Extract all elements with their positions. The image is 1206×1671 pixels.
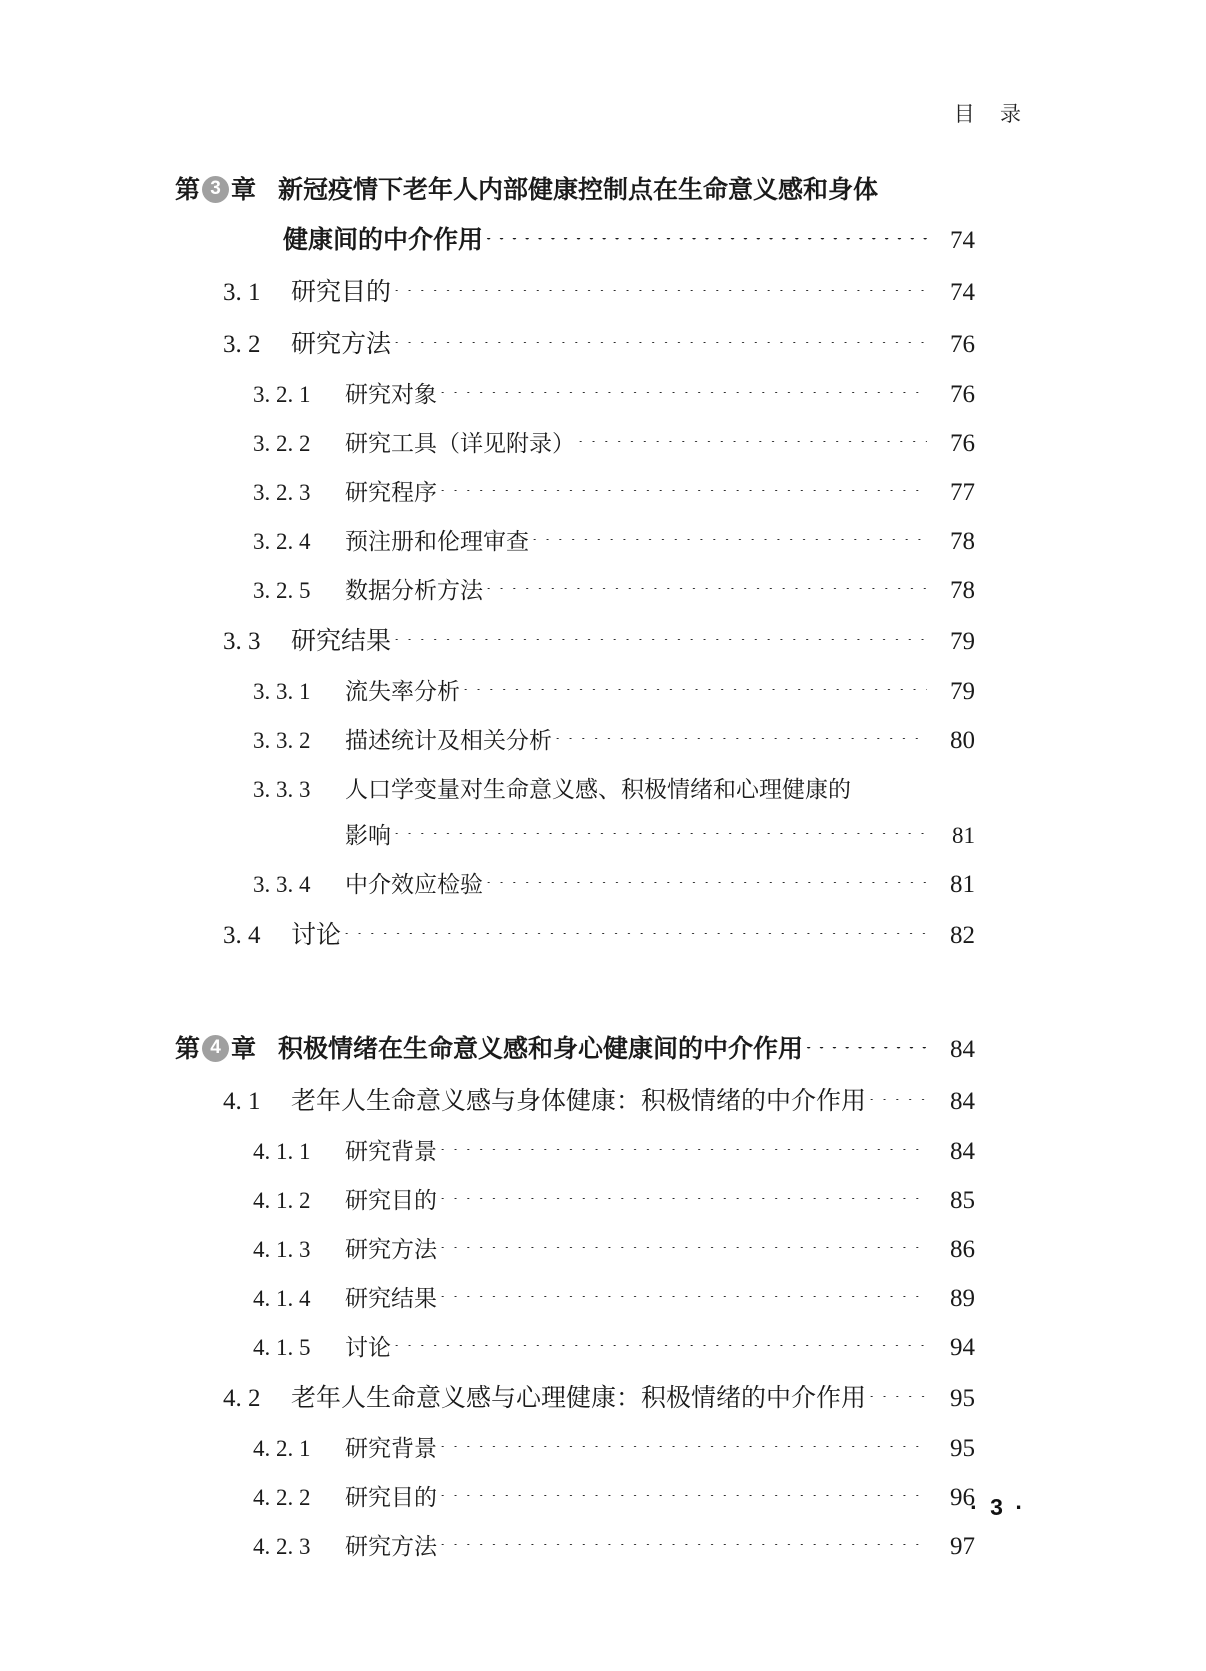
toc-entry[interactable] — [175, 1231, 975, 1264]
page-number: 81 — [952, 823, 975, 848]
chapter-prefix: 第 — [175, 176, 201, 204]
toc-entry[interactable] — [175, 621, 975, 657]
spacer — [175, 657, 975, 673]
leader-dots — [485, 238, 927, 245]
entry-title: 研究目的 — [345, 1485, 437, 1510]
toc-entry[interactable] — [175, 572, 975, 605]
page-number: 82 — [950, 922, 975, 949]
spacer — [175, 755, 975, 771]
leader-dots — [439, 1495, 927, 1502]
leader-dots — [439, 1544, 927, 1551]
spacer — [175, 1313, 975, 1329]
spacer — [175, 206, 975, 220]
toc-entry[interactable] — [175, 376, 975, 409]
entry-number: 3. 2. 3 — [253, 480, 311, 505]
page-number: 76 — [950, 381, 975, 408]
entry-number: 3. 2. 4 — [253, 529, 311, 554]
page-number: 85 — [950, 1187, 975, 1214]
spacer — [175, 1561, 975, 1577]
entry-title: 研究背景 — [345, 1436, 437, 1461]
entry-number: 3. 1 — [223, 279, 261, 306]
spacer — [175, 899, 975, 915]
entry-number: 3. 2. 1 — [253, 382, 311, 407]
entry-title: 影响 — [345, 823, 391, 848]
entry-number: 3. 3. 2 — [253, 728, 311, 753]
entry-title: 流失率分析 — [345, 679, 460, 704]
spacer — [175, 1463, 975, 1479]
spacer — [175, 409, 975, 425]
chapter-suffix: 章 — [231, 176, 257, 204]
entry-title: 研究方法 — [345, 1534, 437, 1559]
page-number: 81 — [950, 871, 975, 898]
toc-entry[interactable] — [175, 1329, 975, 1362]
entry-number: 3. 3. 3 — [253, 777, 311, 802]
leader-dots — [393, 639, 927, 646]
entry-number: 4. 1 — [223, 1088, 261, 1115]
page-number: 78 — [950, 577, 975, 604]
leader-dots — [439, 1446, 927, 1453]
toc-entry[interactable] — [175, 523, 975, 556]
page-number: 79 — [950, 628, 975, 655]
entry-title: 数据分析方法 — [345, 578, 483, 603]
chapter-suffix: 章 — [231, 1035, 257, 1063]
spacer — [175, 1414, 975, 1430]
leader-dots — [439, 1247, 927, 1254]
toc-entry[interactable] — [175, 722, 975, 755]
spacer — [175, 951, 975, 967]
chapter-3-title-line2: 健康间的中介作用 — [283, 226, 484, 254]
spacer — [175, 967, 975, 1029]
toc-entry[interactable] — [175, 1479, 975, 1512]
entry-number: 4. 1. 3 — [253, 1237, 311, 1262]
page-number: 79 — [950, 678, 975, 705]
spacer — [175, 605, 975, 621]
spacer — [175, 1117, 975, 1133]
leader-dots — [805, 1047, 927, 1054]
chapter-3-entry-list — [175, 272, 975, 967]
leader-dots — [531, 539, 927, 546]
running-header: 目 录 — [953, 102, 1031, 126]
toc-entry[interactable] — [175, 1528, 975, 1561]
entry-title: 人口学变量对生命意义感、积极情绪和心理健康的 — [345, 777, 851, 802]
entry-title: 中介效应检验 — [345, 872, 483, 897]
entry-title: 讨论 — [345, 1335, 391, 1360]
page-number: 86 — [950, 1236, 975, 1263]
toc-entry[interactable] — [175, 1280, 975, 1313]
leader-dots — [577, 441, 927, 448]
page-number: 74 — [950, 227, 975, 254]
leader-dots — [393, 833, 927, 840]
chapter-heading-4[interactable] — [175, 1029, 975, 1065]
leader-dots — [393, 1345, 927, 1352]
chapter-4-label — [175, 1029, 256, 1065]
spacer — [175, 850, 975, 866]
table-of-contents — [175, 170, 975, 1577]
page-number: 76 — [950, 430, 975, 457]
entry-number: 4. 2. 2 — [253, 1485, 311, 1510]
spacer — [175, 556, 975, 572]
leader-dots — [439, 1149, 927, 1156]
spacer — [175, 308, 975, 324]
toc-entry[interactable] — [175, 425, 975, 458]
page-number: 84 — [950, 1088, 975, 1115]
spacer — [175, 1512, 975, 1528]
entry-title: 描述统计及相关分析 — [345, 728, 552, 753]
toc-entry[interactable] — [175, 1378, 975, 1414]
toc-entry[interactable] — [175, 673, 975, 706]
toc-entry[interactable] — [175, 1182, 975, 1215]
toc-entry[interactable] — [175, 771, 975, 804]
spacer — [175, 256, 975, 272]
spacer — [175, 360, 975, 376]
entry-number: 3. 2. 2 — [253, 431, 311, 456]
entry-number: 3. 2 — [223, 331, 261, 358]
toc-entry[interactable] — [175, 474, 975, 507]
toc-entry[interactable] — [175, 1081, 975, 1117]
chapter-3-label — [175, 170, 256, 206]
page-number: 96 — [950, 1484, 975, 1511]
leader-dots — [393, 290, 927, 297]
leader-dots — [439, 392, 927, 399]
page-number: 84 — [950, 1138, 975, 1165]
page-number: 78 — [950, 528, 975, 555]
leader-dots — [439, 490, 927, 497]
spacer — [175, 1264, 975, 1280]
spacer — [175, 458, 975, 474]
spacer — [175, 1166, 975, 1182]
entry-title: 老年人生命意义感与身体健康：积极情绪的中介作用 — [291, 1088, 867, 1115]
entry-number: 4. 1. 1 — [253, 1139, 311, 1164]
toc-entry[interactable] — [175, 866, 975, 899]
entry-number: 3. 2. 5 — [253, 578, 311, 603]
leader-dots — [462, 689, 927, 696]
spacer — [175, 1215, 975, 1231]
chapter-3-title-line1: 新冠疫情下老年人内部健康控制点在生命意义感和身体 — [278, 176, 879, 204]
chapter-number-badge: 4 — [202, 1035, 229, 1062]
toc-entry[interactable] — [175, 272, 975, 308]
page-number: 74 — [950, 279, 975, 306]
page-number: 76 — [950, 331, 975, 358]
leader-dots — [868, 1396, 927, 1403]
spacer — [175, 706, 975, 722]
page-number: 97 — [950, 1533, 975, 1560]
chapter-heading-3-line2[interactable] — [175, 220, 975, 256]
toc-entry[interactable] — [175, 324, 975, 360]
leader-dots — [485, 882, 927, 889]
chapter-heading-3[interactable] — [175, 170, 975, 206]
entry-number: 4. 1. 5 — [253, 1335, 311, 1360]
toc-entry[interactable] — [175, 1430, 975, 1463]
entry-number: 3. 3. 4 — [253, 872, 311, 897]
entry-title: 研究方法 — [345, 1237, 437, 1262]
entry-title: 讨论 — [291, 922, 342, 949]
toc-entry[interactable] — [175, 817, 975, 850]
entry-title: 老年人生命意义感与心理健康：积极情绪的中介作用 — [291, 1385, 867, 1412]
spacer — [175, 1362, 975, 1378]
entry-number: 4. 2 — [223, 1385, 261, 1412]
entry-number: 4. 1. 2 — [253, 1188, 311, 1213]
chapter-prefix: 第 — [175, 1035, 201, 1063]
leader-dots — [439, 1198, 927, 1205]
page-number: 84 — [950, 1036, 975, 1063]
page-number: 95 — [950, 1385, 975, 1412]
toc-entry[interactable] — [175, 915, 975, 951]
page-number: 77 — [950, 479, 975, 506]
entry-number: 3. 3. 1 — [253, 679, 311, 704]
entry-number: 4. 2. 1 — [253, 1436, 311, 1461]
entry-title: 研究程序 — [345, 480, 437, 505]
entry-title: 研究目的 — [291, 279, 392, 306]
page-footer-marker: · 3 · — [970, 1494, 1026, 1520]
entry-title: 研究方法 — [291, 331, 392, 358]
entry-title: 研究工具（详见附录） — [345, 431, 575, 456]
entry-number: 4. 2. 3 — [253, 1534, 311, 1559]
entry-title: 研究结果 — [291, 628, 392, 655]
entry-title: 研究对象 — [345, 382, 437, 407]
entry-title: 研究目的 — [345, 1188, 437, 1213]
entry-title: 研究背景 — [345, 1139, 437, 1164]
page-number: 94 — [950, 1334, 975, 1361]
spacer — [175, 804, 975, 817]
leader-dots — [393, 342, 927, 349]
leader-dots — [485, 588, 927, 595]
page-number: 80 — [950, 727, 975, 754]
leader-dots — [343, 933, 927, 940]
entry-number: 4. 1. 4 — [253, 1286, 311, 1311]
entry-title: 预注册和伦理审查 — [345, 529, 529, 554]
page-number: 89 — [950, 1285, 975, 1312]
leader-dots — [554, 738, 927, 745]
chapter-4-title: 积极情绪在生命意义感和身心健康间的中介作用 — [278, 1035, 804, 1063]
chapter-4-entry-list — [175, 1081, 975, 1577]
chapter-number-badge: 3 — [202, 176, 229, 203]
entry-title: 研究结果 — [345, 1286, 437, 1311]
entry-number: 3. 4 — [223, 922, 261, 949]
page-number: 95 — [950, 1435, 975, 1462]
leader-dots — [439, 1296, 927, 1303]
spacer — [175, 1065, 975, 1081]
toc-entry[interactable] — [175, 1133, 975, 1166]
leader-dots — [868, 1099, 927, 1106]
entry-number: 3. 3 — [223, 628, 261, 655]
spacer — [175, 507, 975, 523]
